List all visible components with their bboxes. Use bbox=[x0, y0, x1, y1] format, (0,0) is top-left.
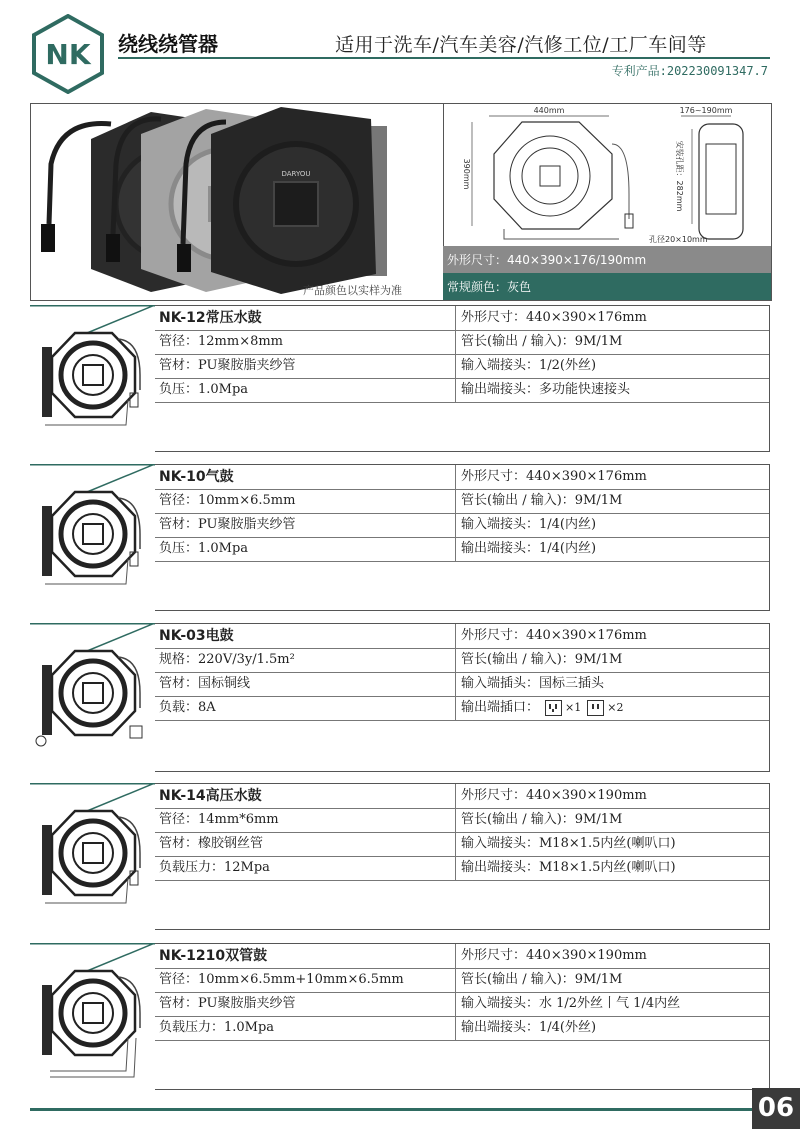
spec-left: 管径：14mm*6mm bbox=[159, 812, 279, 827]
product-drawing bbox=[30, 783, 155, 930]
spec-table bbox=[155, 623, 770, 772]
footer-divider bbox=[30, 1108, 752, 1111]
spec-right bbox=[461, 648, 622, 672]
spec-left: 负载压力：12Mpa bbox=[159, 860, 270, 875]
spec-right bbox=[461, 378, 630, 402]
spec-row bbox=[155, 330, 769, 355]
spec-right bbox=[461, 306, 647, 330]
spec-right bbox=[461, 624, 647, 648]
spec-left: 管径：12mm×8mm bbox=[159, 334, 284, 349]
product-photo bbox=[31, 104, 443, 300]
header-divider bbox=[118, 57, 770, 59]
spec-right bbox=[461, 784, 647, 808]
spec-row bbox=[155, 832, 769, 857]
spec-right bbox=[461, 489, 622, 513]
product-block bbox=[30, 305, 770, 452]
spec-row bbox=[155, 968, 769, 993]
spec-row bbox=[155, 1016, 769, 1041]
spec-right-text: 管长(输出 / 输入)：9M/1M bbox=[461, 972, 623, 987]
spec-table bbox=[155, 464, 770, 611]
logo bbox=[28, 14, 108, 94]
spec-right-text: 输出端接头：1/4(外丝) bbox=[461, 1020, 597, 1035]
spec-table bbox=[155, 943, 770, 1090]
spec-right bbox=[461, 537, 596, 561]
socket-count: ×2 bbox=[607, 701, 624, 714]
product-name: NK-03电鼓 bbox=[159, 628, 234, 644]
spec-left: 负载压力：1.0Mpa bbox=[159, 1020, 275, 1035]
product-name: NK-1210双管鼓 bbox=[159, 948, 268, 964]
spec-right bbox=[461, 696, 623, 720]
spec-right-text: 外形尺寸：440×390×176mm bbox=[461, 628, 647, 643]
spec-right-text: 外形尺寸：440×390×190mm bbox=[461, 948, 647, 963]
product-block bbox=[30, 783, 770, 930]
spec-table bbox=[155, 783, 770, 930]
product-drawing bbox=[30, 305, 155, 452]
spec-row bbox=[155, 537, 769, 562]
spec-right bbox=[461, 465, 647, 489]
spec-row bbox=[155, 624, 769, 649]
two-pin-socket-icon bbox=[587, 700, 604, 716]
spec-row bbox=[155, 465, 769, 490]
spec-right-text: 输入端接头：1/2(外丝) bbox=[461, 358, 597, 373]
spec-right-text: 外形尺寸：440×390×176mm bbox=[461, 469, 647, 484]
spec-row bbox=[155, 648, 769, 673]
spec-left: 管径：10mm×6.5mm+10mm×6.5mm bbox=[159, 972, 404, 987]
size-bar: 外形尺寸：440×390×176/190mm bbox=[443, 246, 771, 273]
spec-left: 管材：国标铜线 bbox=[159, 676, 251, 691]
spec-right-text: 管长(输出 / 输入)：9M/1M bbox=[461, 652, 623, 667]
spec-right bbox=[461, 832, 676, 856]
spec-right bbox=[461, 330, 622, 354]
spec-row bbox=[155, 306, 769, 331]
page-number: 06 bbox=[752, 1088, 800, 1129]
product-name: NK-14高压水鼓 bbox=[159, 788, 262, 804]
spec-row bbox=[155, 808, 769, 833]
product-block bbox=[30, 464, 770, 611]
dim-width: 440mm bbox=[533, 106, 565, 115]
spec-row bbox=[155, 513, 769, 538]
logo-text: NK bbox=[45, 38, 91, 71]
page-title: 绕线绕管器 bbox=[118, 32, 218, 56]
dim-depth: 176~190mm bbox=[679, 106, 733, 115]
spec-left: 负压：1.0Mpa bbox=[159, 541, 249, 556]
spec-left: 管材：PU聚胺脂夹纱管 bbox=[159, 996, 296, 1011]
spec-row bbox=[155, 992, 769, 1017]
spec-right-text: 管长(输出 / 输入)：9M/1M bbox=[461, 334, 623, 349]
product-block bbox=[30, 623, 770, 772]
photo-caption: 产品颜色以实样为准 bbox=[303, 284, 402, 297]
spec-right-text: 输出端接头：多功能快速接头 bbox=[461, 382, 631, 397]
spec-right bbox=[461, 968, 622, 992]
hero-panel bbox=[30, 103, 772, 301]
page-subtitle: 适用于洗车/汽车美容/汽修工位/工厂车间等 bbox=[335, 34, 707, 56]
spec-row bbox=[155, 944, 769, 969]
dimension-drawing bbox=[444, 104, 771, 246]
patent-number: 专利产品:202230091347.7 bbox=[611, 64, 768, 78]
spec-right-text: 输出端接头：M18×1.5内丝(喇叭口) bbox=[461, 860, 676, 875]
three-pin-socket-icon bbox=[545, 700, 562, 716]
spec-left: 规格：220V/3y/1.5m² bbox=[159, 652, 295, 667]
spec-left: 管径：10mm×6.5mm bbox=[159, 493, 296, 508]
spec-row bbox=[155, 784, 769, 809]
spec-right bbox=[461, 672, 604, 696]
spec-right bbox=[461, 808, 622, 832]
spec-right-text: 输入端接头：1/4(内丝) bbox=[461, 517, 597, 532]
spec-right-text: 外形尺寸：440×390×176mm bbox=[461, 310, 647, 325]
spec-left: 管材：PU聚胺脂夹纱管 bbox=[159, 358, 296, 373]
spec-left: 负压：1.0Mpa bbox=[159, 382, 249, 397]
spec-table bbox=[155, 305, 770, 452]
spec-right bbox=[461, 944, 647, 968]
socket-count: ×1 bbox=[565, 701, 582, 714]
spec-row bbox=[155, 354, 769, 379]
spec-right-text: 管长(输出 / 输入)：9M/1M bbox=[461, 493, 623, 508]
spec-left: 负载：8A bbox=[159, 700, 216, 715]
spec-row bbox=[155, 856, 769, 881]
dim-height: 390mm bbox=[462, 158, 471, 190]
spec-right bbox=[461, 992, 680, 1016]
product-name: NK-12常压水鼓 bbox=[159, 310, 262, 326]
spec-right bbox=[461, 856, 676, 880]
spec-left: 管材：橡胶钢丝管 bbox=[159, 836, 264, 851]
product-drawing bbox=[30, 464, 155, 611]
color-bar: 常规颜色：灰色 bbox=[443, 273, 771, 300]
product-drawing bbox=[30, 943, 155, 1090]
spec-left: 管材：PU聚胺脂夹纱管 bbox=[159, 517, 296, 532]
spec-right-text: 输出端接头：1/4(内丝) bbox=[461, 541, 597, 556]
spec-row bbox=[155, 672, 769, 697]
spec-right-text: 输出端插口： bbox=[461, 700, 540, 715]
spec-right-text: 输入端接头：水 1/2外丝丨气 1/4内丝 bbox=[461, 996, 681, 1011]
product-block bbox=[30, 943, 770, 1090]
spec-right-text: 输入端接头：M18×1.5内丝(喇叭口) bbox=[461, 836, 676, 851]
dim-mount: 安装孔距：282mm bbox=[675, 140, 684, 212]
spec-row bbox=[155, 489, 769, 514]
product-name: NK-10气鼓 bbox=[159, 469, 234, 485]
brand-mark: DARYOU bbox=[281, 170, 311, 178]
spec-right-text: 输入端插头：国标三插头 bbox=[461, 676, 605, 691]
spec-right bbox=[461, 1016, 596, 1040]
spec-right-text: 外形尺寸：440×390×190mm bbox=[461, 788, 647, 803]
spec-right bbox=[461, 513, 596, 537]
spec-right-text: 管长(输出 / 输入)：9M/1M bbox=[461, 812, 623, 827]
product-drawing bbox=[30, 623, 155, 772]
spec-right bbox=[461, 354, 596, 378]
spec-row bbox=[155, 696, 769, 721]
spec-row bbox=[155, 378, 769, 403]
dim-hole: 孔径20×10mm bbox=[649, 235, 708, 244]
